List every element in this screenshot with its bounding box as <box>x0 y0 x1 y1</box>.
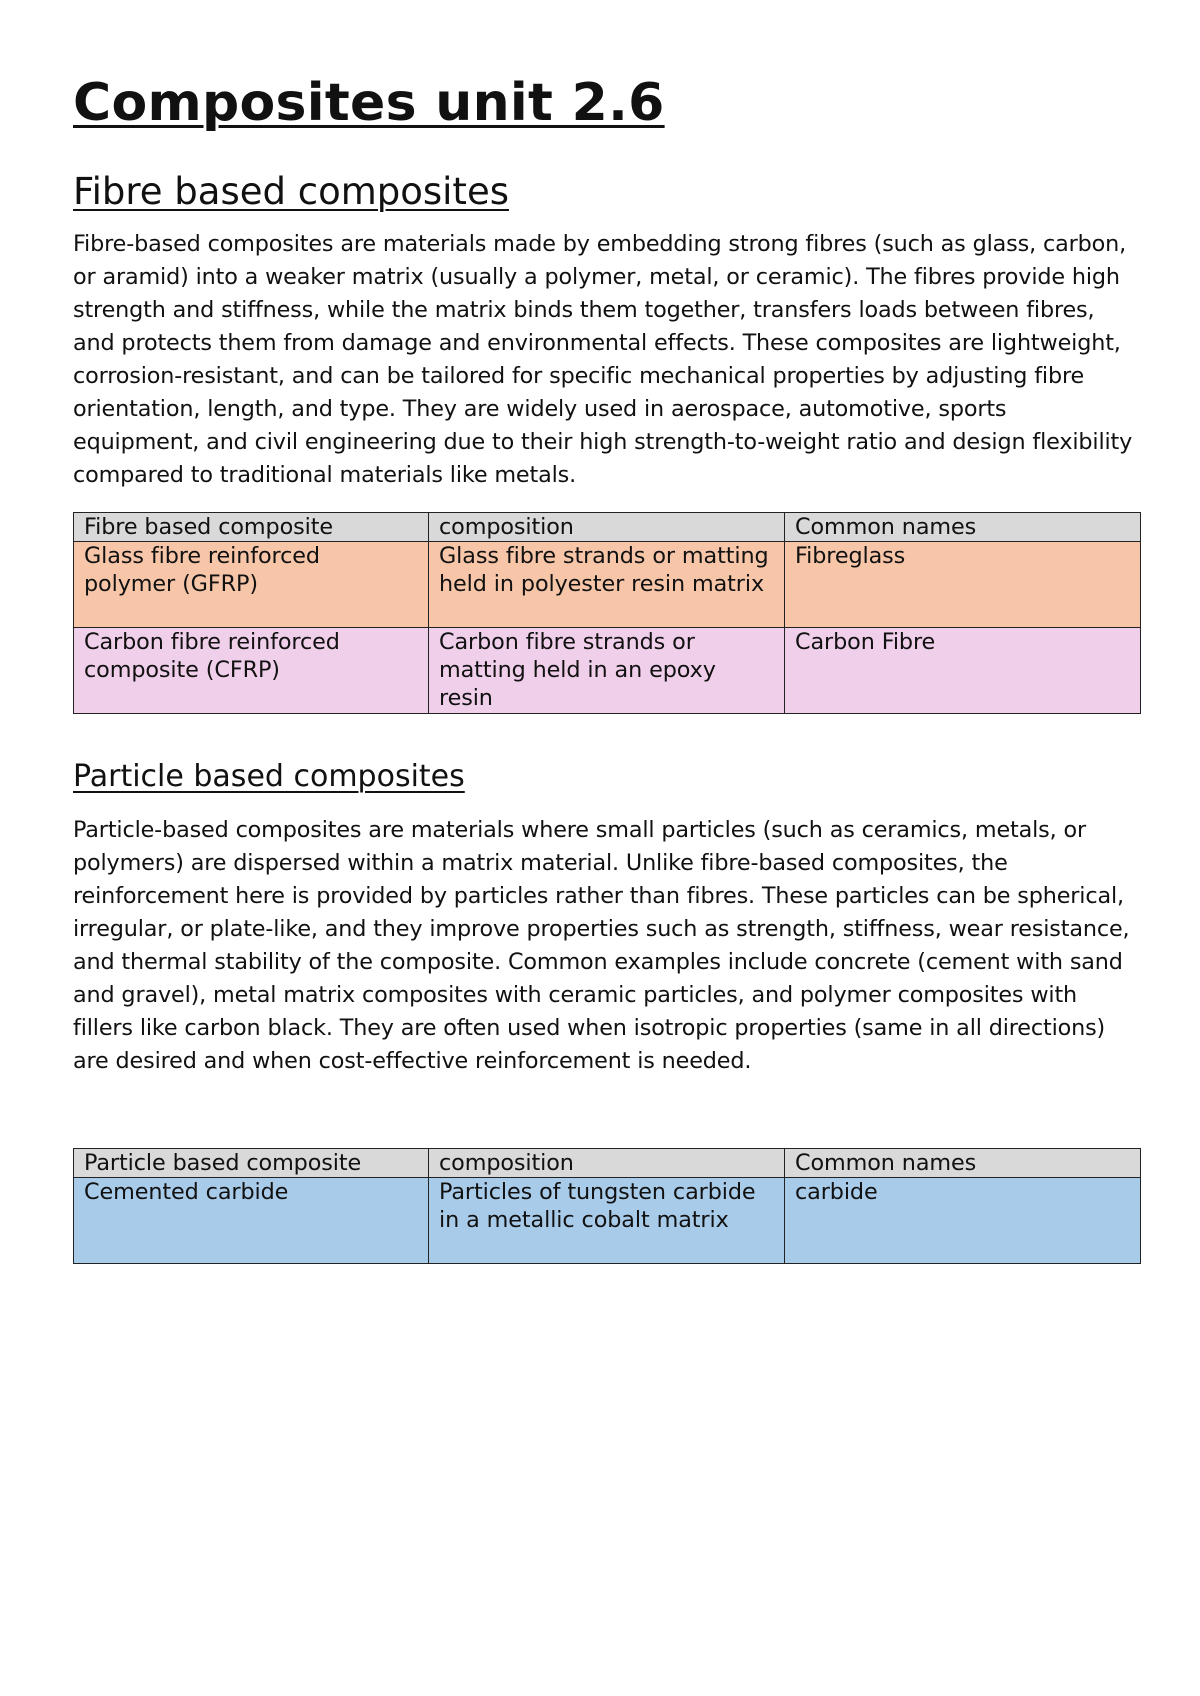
cell-composition: Glass fibre strands or matting held in polyester resin matrix <box>429 542 785 628</box>
cell-composition: Particles of tungsten carbide in a metallic cobalt matrix <box>429 1178 785 1264</box>
cell-common-names: Fibreglass <box>785 542 1141 628</box>
table-row <box>74 1178 1141 1264</box>
particle-section-paragraph: Particle-based composites are materials where small particles (such as ceramics, metals, or polymers) are dispersed within a matrix material. Unlike fibre-based composites, the reinforcement here is provided by particles rather than fibres. These particles can be spherical, irregular, or plate-like, and they improve properties such as strength, stiffness, wear resistance, and thermal stability of the composite. Common examples include concrete (cement with sand and gravel), metal matrix composites with ceramic particles, and polymer composites with fillers like carbon black. They are often used when isotropic properties (same in all directions) are desired and when cost-effective reinforcement is needed. <box>73 817 1130 1074</box>
particle-composites-table <box>73 1148 1141 1264</box>
table-header-row <box>74 513 1141 542</box>
particle-section-heading: Particle based composites <box>73 759 465 794</box>
fibre-section-heading: Fibre based composites <box>73 170 509 213</box>
column-header-composition: composition <box>429 513 785 542</box>
cell-composite-name: Cemented carbide <box>74 1178 429 1264</box>
column-header-composition: composition <box>429 1149 785 1178</box>
table-row <box>74 628 1141 714</box>
cell-composition: Carbon fibre strands or matting held in an epoxy resin <box>429 628 785 714</box>
fibre-section-paragraph: Fibre-based composites are materials made by embedding strong fibres (such as glass, carbon, or aramid) into a weaker matrix (usually a polymer, metal, or ceramic). The fibres provide high strength and stiffness, while the matrix binds them together, transfers loads between fibres, and protects them from damage and environmental effects. These composites are lightweight, corrosion-resistant, and can be tailored for specific mechanical properties by adjusting fibre orientation, length, and type. They are widely used in aerospace, automotive, sports equipment, and civil engineering due to their high strength-to-weight ratio and design flexibility compared to traditional materials like metals. <box>73 231 1133 488</box>
page-title: Composites unit 2.6 <box>73 73 665 133</box>
cell-common-names: carbide <box>785 1178 1141 1264</box>
column-header-composite: Fibre based composite <box>74 513 429 542</box>
column-header-common-names: Common names <box>785 513 1141 542</box>
cell-composite-name: Glass fibre reinforced polymer (GFRP) <box>74 542 429 628</box>
document-page <box>73 70 1138 1264</box>
fibre-composites-table <box>73 512 1141 714</box>
cell-composite-name: Carbon fibre reinforced composite (CFRP) <box>74 628 429 714</box>
cell-common-names: Carbon Fibre <box>785 628 1141 714</box>
table-row <box>74 542 1141 628</box>
column-header-common-names: Common names <box>785 1149 1141 1178</box>
column-header-composite: Particle based composite <box>74 1149 429 1178</box>
table-header-row <box>74 1149 1141 1178</box>
